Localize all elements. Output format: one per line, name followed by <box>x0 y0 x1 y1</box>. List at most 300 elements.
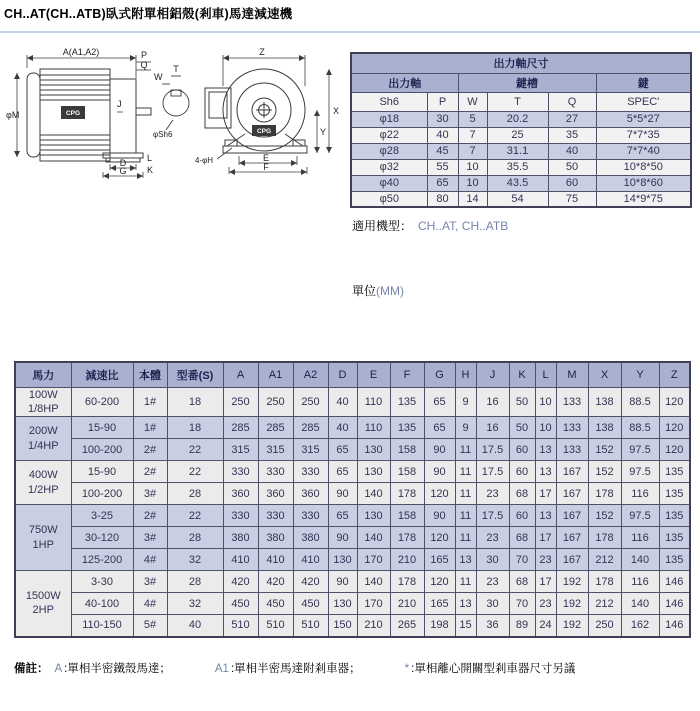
value-cell: 330 <box>258 461 293 483</box>
value-cell: 360 <box>293 483 328 505</box>
value-cell: 13 <box>455 593 476 615</box>
shaft-table-cell: φ18 <box>351 111 427 127</box>
brand-logo-front: CPG <box>256 128 272 135</box>
value-cell: 68 <box>509 571 535 593</box>
shaft-table-cell: 45 <box>427 143 458 159</box>
main-column-header: 型番(S) <box>167 362 223 387</box>
shaft-table-cell: 14*9*75 <box>596 191 691 207</box>
value-cell: 165 <box>424 593 455 615</box>
value-cell: 18 <box>167 387 223 417</box>
value-cell: 65 <box>328 461 357 483</box>
main-table-row <box>15 461 690 483</box>
value-cell: 140 <box>621 549 659 571</box>
value-cell: 23 <box>476 571 509 593</box>
shaft-table-cell: 10 <box>458 159 487 175</box>
main-column-header: K <box>509 362 535 387</box>
value-cell: 40 <box>328 387 357 417</box>
value-cell: 60 <box>509 461 535 483</box>
shaft-table-cell: 40 <box>427 127 458 143</box>
value-cell: 130 <box>357 505 390 527</box>
value-cell: 4# <box>133 593 167 615</box>
value-cell: 90 <box>328 571 357 593</box>
main-spec-table <box>14 361 691 638</box>
value-cell: 158 <box>390 461 424 483</box>
dim-label-z: Z <box>259 47 265 57</box>
value-cell: 146 <box>659 615 690 637</box>
value-cell: 9 <box>455 417 476 439</box>
value-cell: 17 <box>535 527 556 549</box>
value-cell: 178 <box>588 483 621 505</box>
value-cell: 133 <box>556 417 588 439</box>
main-table-row <box>15 593 690 615</box>
shaft-table-cell: φ22 <box>351 127 427 143</box>
shaft-table-cell: 10*8*50 <box>596 159 691 175</box>
value-cell: 36 <box>476 615 509 637</box>
shaft-table-cell: 50 <box>548 159 596 175</box>
value-cell: 285 <box>293 417 328 439</box>
shaft-table-cell: 25 <box>487 127 548 143</box>
value-cell: 11 <box>455 571 476 593</box>
value-cell: 120 <box>424 527 455 549</box>
ratio-cell: 125-200 <box>71 549 133 571</box>
value-cell: 170 <box>357 593 390 615</box>
power-cell: 400W 1/2HP <box>15 461 71 505</box>
value-cell: 152 <box>588 439 621 461</box>
shaft-table-title: 出力軸尺寸 <box>351 53 691 73</box>
value-cell: 167 <box>556 461 588 483</box>
value-cell: 210 <box>357 615 390 637</box>
remark-line <box>14 660 619 676</box>
value-cell: 24 <box>535 615 556 637</box>
value-cell: 420 <box>258 571 293 593</box>
ratio-cell: 15-90 <box>71 461 133 483</box>
value-cell: 120 <box>659 387 690 417</box>
power-cell: 1500W 2HP <box>15 571 71 637</box>
value-cell: 97.5 <box>621 461 659 483</box>
value-cell: 135 <box>659 505 690 527</box>
value-cell: 3# <box>133 571 167 593</box>
shaft-table-cell: 43.5 <box>487 175 548 191</box>
shaft-table-cell: 5*5*27 <box>596 111 691 127</box>
value-cell: 192 <box>556 615 588 637</box>
value-cell: 30 <box>476 593 509 615</box>
value-cell: 5# <box>133 615 167 637</box>
value-cell: 28 <box>167 483 223 505</box>
value-cell: 198 <box>424 615 455 637</box>
dim-label-y: Y <box>320 127 327 137</box>
value-cell: 2# <box>133 461 167 483</box>
remark-label: 備註： <box>14 663 49 675</box>
applicable-models-line <box>352 217 508 234</box>
value-cell: 330 <box>293 505 328 527</box>
value-cell: 90 <box>424 461 455 483</box>
value-cell: 130 <box>357 439 390 461</box>
value-cell: 178 <box>390 571 424 593</box>
value-cell: 135 <box>659 483 690 505</box>
value-cell: 158 <box>390 505 424 527</box>
shaft-column-header: W <box>458 92 487 111</box>
value-cell: 510 <box>293 615 328 637</box>
value-cell: 178 <box>588 571 621 593</box>
shaft-table-row <box>351 159 691 175</box>
unit-line <box>352 282 404 299</box>
value-cell: 135 <box>659 549 690 571</box>
value-cell: 17.5 <box>476 439 509 461</box>
value-cell: 285 <box>258 417 293 439</box>
value-cell: 65 <box>424 387 455 417</box>
value-cell: 68 <box>509 483 535 505</box>
value-cell: 140 <box>357 527 390 549</box>
main-table-row <box>15 549 690 571</box>
main-column-header: F <box>390 362 424 387</box>
value-cell: 420 <box>293 571 328 593</box>
value-cell: 152 <box>588 461 621 483</box>
value-cell: 146 <box>659 571 690 593</box>
value-cell: 140 <box>621 593 659 615</box>
technical-drawing <box>5 46 350 184</box>
main-table-row <box>15 417 690 439</box>
value-cell: 120 <box>424 483 455 505</box>
value-cell: 135 <box>390 387 424 417</box>
power-cell: 200W 1/4HP <box>15 417 71 461</box>
value-cell: 420 <box>223 571 258 593</box>
value-cell: 116 <box>621 527 659 549</box>
value-cell: 110 <box>357 387 390 417</box>
unit-value: (MM) <box>376 284 404 298</box>
value-cell: 120 <box>659 439 690 461</box>
value-cell: 510 <box>223 615 258 637</box>
value-cell: 97.5 <box>621 439 659 461</box>
value-cell: 330 <box>258 505 293 527</box>
value-cell: 10 <box>535 417 556 439</box>
value-cell: 90 <box>424 439 455 461</box>
dim-label-q: Q <box>140 60 148 70</box>
front-view-outline <box>205 69 307 153</box>
value-cell: 88.5 <box>621 417 659 439</box>
value-cell: 152 <box>588 505 621 527</box>
dim-label-j: J <box>117 99 122 109</box>
value-cell: 9 <box>455 387 476 417</box>
value-cell: 265 <box>390 615 424 637</box>
value-cell: 250 <box>223 387 258 417</box>
value-cell: 60 <box>509 505 535 527</box>
value-cell: 50 <box>509 387 535 417</box>
main-column-header: A2 <box>293 362 328 387</box>
shaft-column-header: SPEC' <box>596 92 691 111</box>
value-cell: 4# <box>133 549 167 571</box>
value-cell: 16 <box>476 417 509 439</box>
shaft-table-cell: φ50 <box>351 191 427 207</box>
value-cell: 315 <box>293 439 328 461</box>
main-column-header: Y <box>621 362 659 387</box>
shaft-table-cell: 75 <box>548 191 596 207</box>
value-cell: 167 <box>556 505 588 527</box>
value-cell: 13 <box>455 549 476 571</box>
value-cell: 250 <box>258 387 293 417</box>
value-cell: 1# <box>133 417 167 439</box>
shaft-table-cell: 54 <box>487 191 548 207</box>
power-cell: 100W 1/8HP <box>15 387 71 417</box>
shaft-table-cell: 7 <box>458 143 487 159</box>
main-table-row <box>15 483 690 505</box>
value-cell: 2# <box>133 439 167 461</box>
value-cell: 212 <box>588 593 621 615</box>
value-cell: 133 <box>556 387 588 417</box>
main-table-row <box>15 527 690 549</box>
shaft-table-row <box>351 127 691 143</box>
ratio-cell: 3-25 <box>71 505 133 527</box>
value-cell: 167 <box>556 483 588 505</box>
value-cell: 360 <box>258 483 293 505</box>
shaft-table-row <box>351 143 691 159</box>
dim-label-x: X <box>333 106 340 116</box>
value-cell: 250 <box>293 387 328 417</box>
dim-label-f: F <box>263 162 269 172</box>
shaft-table-body <box>351 111 691 207</box>
value-cell: 130 <box>328 593 357 615</box>
value-cell: 1# <box>133 387 167 417</box>
shaft-table-cell: 65 <box>427 175 458 191</box>
value-cell: 116 <box>621 571 659 593</box>
shaft-table-row <box>351 191 691 207</box>
value-cell: 22 <box>167 439 223 461</box>
value-cell: 330 <box>293 461 328 483</box>
shaft-table-cell: 10*8*60 <box>596 175 691 191</box>
value-cell: 167 <box>556 527 588 549</box>
shaft-table-cell: 35 <box>548 127 596 143</box>
shaft-table-cell: 30 <box>427 111 458 127</box>
value-cell: 315 <box>258 439 293 461</box>
shaft-table-cell: 80 <box>427 191 458 207</box>
shaft-column-header: Q <box>548 92 596 111</box>
value-cell: 212 <box>588 549 621 571</box>
applicable-models-value: CH..AT, CH..ATB <box>418 219 509 233</box>
value-cell: 70 <box>509 549 535 571</box>
value-cell: 22 <box>167 461 223 483</box>
main-table-row <box>15 615 690 637</box>
main-table-row <box>15 571 690 593</box>
ratio-cell: 110-150 <box>71 615 133 637</box>
value-cell: 3# <box>133 483 167 505</box>
shaft-table-row <box>351 111 691 127</box>
value-cell: 410 <box>293 549 328 571</box>
value-cell: 13 <box>535 505 556 527</box>
value-cell: 40 <box>167 615 223 637</box>
dim-label-w: W <box>154 72 163 82</box>
value-cell: 450 <box>293 593 328 615</box>
main-column-header: L <box>535 362 556 387</box>
value-cell: 135 <box>659 461 690 483</box>
value-cell: 23 <box>535 593 556 615</box>
value-cell: 150 <box>328 615 357 637</box>
value-cell: 120 <box>659 417 690 439</box>
value-cell: 120 <box>424 571 455 593</box>
value-cell: 22 <box>167 505 223 527</box>
group-header-output-shaft: 出力軸 <box>351 73 458 92</box>
value-cell: 178 <box>390 527 424 549</box>
value-cell: 88.5 <box>621 387 659 417</box>
value-cell: 11 <box>455 439 476 461</box>
shaft-column-header: T <box>487 92 548 111</box>
value-cell: 170 <box>357 549 390 571</box>
main-column-header: 馬力 <box>15 362 71 387</box>
main-table-row <box>15 439 690 461</box>
main-column-header: Z <box>659 362 690 387</box>
main-table-row <box>15 387 690 417</box>
value-cell: 3# <box>133 527 167 549</box>
dim-label-e: E <box>262 153 270 163</box>
value-cell: 50 <box>509 417 535 439</box>
shaft-table-cell: φ40 <box>351 175 427 191</box>
shaft-table-cell: 55 <box>427 159 458 175</box>
gear-motor-drawing <box>5 46 350 184</box>
remark-item-a: A :單相半密鐵殼馬達； <box>54 663 171 675</box>
value-cell: 140 <box>357 483 390 505</box>
value-cell: 210 <box>390 593 424 615</box>
front-view-dimensions <box>217 55 329 174</box>
group-header-keyway: 鍵槽 <box>458 73 596 92</box>
value-cell: 16 <box>476 387 509 417</box>
value-cell: 10 <box>535 387 556 417</box>
value-cell: 210 <box>390 549 424 571</box>
value-cell: 110 <box>357 417 390 439</box>
value-cell: 65 <box>328 439 357 461</box>
value-cell: 15 <box>455 615 476 637</box>
value-cell: 135 <box>390 417 424 439</box>
value-cell: 11 <box>455 505 476 527</box>
remark-item-a1: A1 :單相半密馬達附剎車器； <box>214 663 361 675</box>
value-cell: 23 <box>476 527 509 549</box>
main-column-header: X <box>588 362 621 387</box>
main-column-header: G <box>424 362 455 387</box>
value-cell: 130 <box>357 461 390 483</box>
value-cell: 178 <box>588 527 621 549</box>
ratio-cell: 15-90 <box>71 417 133 439</box>
value-cell: 450 <box>223 593 258 615</box>
value-cell: 380 <box>293 527 328 549</box>
value-cell: 28 <box>167 527 223 549</box>
value-cell: 116 <box>621 483 659 505</box>
shaft-dimension-table <box>350 52 692 208</box>
value-cell: 11 <box>455 461 476 483</box>
value-cell: 192 <box>556 571 588 593</box>
value-cell: 380 <box>258 527 293 549</box>
dim-label-t: T <box>173 64 179 74</box>
main-column-header: M <box>556 362 588 387</box>
value-cell: 330 <box>223 461 258 483</box>
shaft-table-cell: 60 <box>548 175 596 191</box>
main-column-header: A <box>223 362 258 387</box>
value-cell: 285 <box>223 417 258 439</box>
shaft-table-row <box>351 175 691 191</box>
dim-label-holes: 4-φH <box>195 156 214 165</box>
value-cell: 30 <box>476 549 509 571</box>
value-cell: 138 <box>588 417 621 439</box>
value-cell: 18 <box>167 417 223 439</box>
value-cell: 17 <box>535 571 556 593</box>
shaft-table-column-row <box>351 92 691 111</box>
power-cell: 750W 1HP <box>15 505 71 571</box>
shaft-table-cell: φ28 <box>351 143 427 159</box>
brand-logo-side: CPG <box>65 110 81 117</box>
main-table-row <box>15 505 690 527</box>
dim-label-l: L <box>147 153 153 163</box>
shaft-table-cell: 20.2 <box>487 111 548 127</box>
dim-label-a: A(A1,A2) <box>62 47 100 57</box>
value-cell: 90 <box>424 505 455 527</box>
ratio-cell: 60-200 <box>71 387 133 417</box>
shaft-table-cell: 40 <box>548 143 596 159</box>
dim-label-phim: φM <box>6 110 20 120</box>
value-cell: 11 <box>455 483 476 505</box>
main-column-header: D <box>328 362 357 387</box>
value-cell: 90 <box>328 527 357 549</box>
value-cell: 40 <box>328 417 357 439</box>
value-cell: 450 <box>258 593 293 615</box>
title-divider <box>0 31 700 33</box>
value-cell: 32 <box>167 549 223 571</box>
value-cell: 192 <box>556 593 588 615</box>
shaft-table-cell: 27 <box>548 111 596 127</box>
value-cell: 315 <box>223 439 258 461</box>
unit-label: 單位 <box>352 284 377 298</box>
shaft-table-cell: φ32 <box>351 159 427 175</box>
dim-label-k: K <box>147 165 154 175</box>
value-cell: 162 <box>621 615 659 637</box>
value-cell: 360 <box>223 483 258 505</box>
value-cell: 90 <box>328 483 357 505</box>
dim-label-p: P <box>140 50 148 60</box>
value-cell: 13 <box>535 439 556 461</box>
shaft-table-cell: 7*7*35 <box>596 127 691 143</box>
value-cell: 167 <box>556 549 588 571</box>
shaft-table-title-row <box>351 53 691 73</box>
value-cell: 17.5 <box>476 505 509 527</box>
value-cell: 135 <box>659 527 690 549</box>
value-cell: 146 <box>659 593 690 615</box>
main-column-header: E <box>357 362 390 387</box>
main-column-header: 本體 <box>133 362 167 387</box>
value-cell: 133 <box>556 439 588 461</box>
main-table-header-row <box>15 362 690 387</box>
value-cell: 13 <box>535 461 556 483</box>
shaft-column-header: Sh6 <box>351 92 427 111</box>
value-cell: 130 <box>328 549 357 571</box>
value-cell: 2# <box>133 505 167 527</box>
value-cell: 65 <box>328 505 357 527</box>
value-cell: 250 <box>588 615 621 637</box>
value-cell: 11 <box>455 527 476 549</box>
side-view-outline <box>27 69 151 162</box>
value-cell: 380 <box>223 527 258 549</box>
ratio-cell: 40-100 <box>71 593 133 615</box>
shaft-table-cell: 35.5 <box>487 159 548 175</box>
shaft-table-cell: 10 <box>458 175 487 191</box>
value-cell: 17.5 <box>476 461 509 483</box>
shaft-table-cell: 5 <box>458 111 487 127</box>
main-column-header: 減速比 <box>71 362 133 387</box>
shaft-table-cell: 7*7*40 <box>596 143 691 159</box>
value-cell: 158 <box>390 439 424 461</box>
dim-label-d: D <box>119 158 127 168</box>
shaft-table-cell: 7 <box>458 127 487 143</box>
ratio-cell: 30-120 <box>71 527 133 549</box>
value-cell: 23 <box>476 483 509 505</box>
value-cell: 410 <box>258 549 293 571</box>
group-header-key: 鍵 <box>596 73 691 92</box>
value-cell: 17 <box>535 483 556 505</box>
value-cell: 89 <box>509 615 535 637</box>
